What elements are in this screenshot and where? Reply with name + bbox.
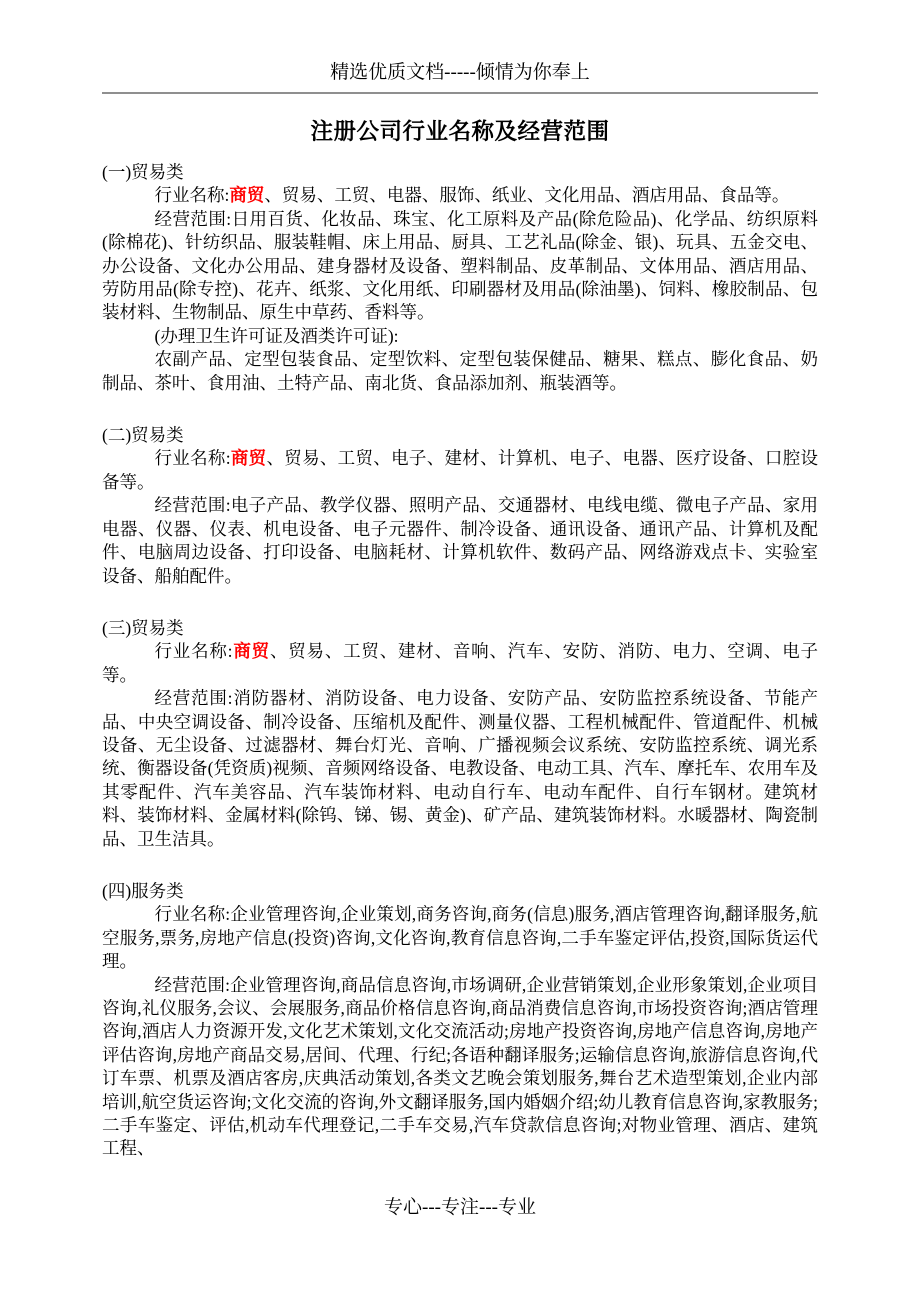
highlighted-term: 商贸 — [232, 641, 270, 662]
document-footer: 专心---专注---专业 — [384, 1197, 536, 1218]
industry-names-paragraph — [102, 903, 818, 973]
business-scope-paragraph: 经营范围:消防器材、消防设备、电力设备、安防产品、安防监控系统设备、节能产品、中央空调设备、制冷设备、压缩机及配件、测量仪器、工程机械配件、管道配件、机械设备、无尘设备、过滤器材、舞台灯光、音响、广播视频会议系统、安防监控系统、调光系统、衡器设备(凭资质)视频、音频网络设备、电教设备、电动工具、汽车、摩托车、农用车及其零配件、汽车美容品、汽车装饰材料、电动自行车、电动车配件、自行车钢材。建筑材料、装饰材料、金属材料(除钨、锑、锡、黄金)、矿产品、建筑装饰材料。水暖器材、陶瓷制品、卫生洁具。 — [102, 688, 818, 849]
highlighted-term: 商贸 — [229, 185, 265, 206]
business-scope-paragraph: 经营范围:企业管理咨询,商品信息咨询,市场调研,企业营销策划,企业形象策划,企业项目咨询,礼仪服务,会议、会展服务,商品价格信息咨询,商品消费信息咨询,市场投资咨询;酒店管理咨询,酒店人力资源开发,文化艺术策划,文化交流活动;房地产投资咨询,房地产信息咨询,房地产评估咨询,房地产商品交易,居间、代理、行纪;各语种翻译服务;运输信息咨询,旅游信息咨询,代订车票、机票及酒店客房,庆典活动策划,各类文艺晚会策划服务,舞台艺术造型策划,企业内部培训,航空货运咨询;文化交流的咨询,外文翻译服务,国内婚姻介绍;幼儿教育信息咨询,家教服务;二手车鉴定、评估,机动车代理登记,二手车交易,汽车贷款信息咨询;对物业管理、酒店、建筑工程、 — [102, 974, 818, 1159]
section-heading: (二)贸易类 — [102, 425, 184, 446]
industry-names-paragraph — [102, 640, 818, 687]
business-scope-paragraph: 经营范围:电子产品、教学仪器、照明产品、交通器材、电线电缆、微电子产品、家用电器、仪器、仪表、机电设备、电子元器件、制冷设备、通讯设备、通讯产品、计算机及配件、电脑周边设备、打印设备、电脑耗材、计算机软件、数码产品、网络游戏点卡、实验室设备、船舶配件。 — [102, 495, 818, 586]
industry-label: 行业名称: — [154, 185, 230, 206]
section-heading: (四)服务类 — [102, 880, 184, 901]
industry-list: 、贸易、工贸、电子、建材、计算机、电子、电器、医疗设备、口腔设备等。 — [102, 448, 819, 492]
industry-label: 行业名称: — [154, 904, 231, 925]
highlighted-term: 商贸 — [230, 448, 267, 469]
section-heading: (三)贸易类 — [102, 617, 184, 638]
section-trade-2 — [102, 424, 818, 588]
business-scope-paragraph: 经营范围:日用百货、化妆品、珠宝、化工原料及产品(除危险品)、化学品、纺织原料(除棉花)、针纺织品、服装鞋帽、床上用品、厨具、工艺礼品(除金、银)、玩具、五金交电、办公设备、文化办公用品、建身器材及设备、塑料制品、皮革制品、文体用品、酒店用品、劳防用品(除专控)、花卉、纸浆、文化用纸、印刷器材及用品(除油墨)、饲料、橡胶制品、包装材料、生物制品、原生中草药、香料等。 — [102, 208, 818, 323]
industry-list: 企业管理咨询,企业策划,商务咨询,商务(信息)服务,酒店管理咨询,翻译服务,航空服务,票务,房地产信息(投资)咨询,文化咨询,教育信息咨询,二手车鉴定评估,投资,国际货运代理。 — [102, 904, 818, 972]
industry-list: 、贸易、工贸、电器、服饰、纸业、文化用品、酒店用品、食品等。 — [264, 185, 790, 206]
section-heading: (一)贸易类 — [102, 162, 184, 182]
industry-names-paragraph — [102, 447, 818, 494]
industry-label: 行业名称: — [154, 448, 231, 469]
industry-label: 行业名称: — [154, 641, 233, 662]
license-items-paragraph: 农副产品、定型包装食品、定型饮料、定型包装保健品、糖果、糕点、膨化食品、奶制品、茶叶、食用油、土特产品、南北货、食品添加剂、瓶装酒等。 — [102, 349, 818, 393]
document-body — [102, 161, 818, 1161]
section-services-4 — [102, 880, 818, 1161]
section-trade-3 — [102, 617, 818, 851]
page-title: 注册公司行业名称及经营范围 — [310, 119, 610, 144]
license-note-paragraph: (办理卫生许可证及酒类许可证): — [154, 325, 399, 346]
industry-names-paragraph — [102, 184, 818, 207]
industry-list: 、贸易、工贸、建材、音响、汽车、安防、消防、电力、空调、电子等。 — [102, 641, 818, 685]
document-header: 精选优质文档-----倾情为你奉上 — [102, 62, 818, 94]
section-trade-1 — [102, 161, 818, 395]
